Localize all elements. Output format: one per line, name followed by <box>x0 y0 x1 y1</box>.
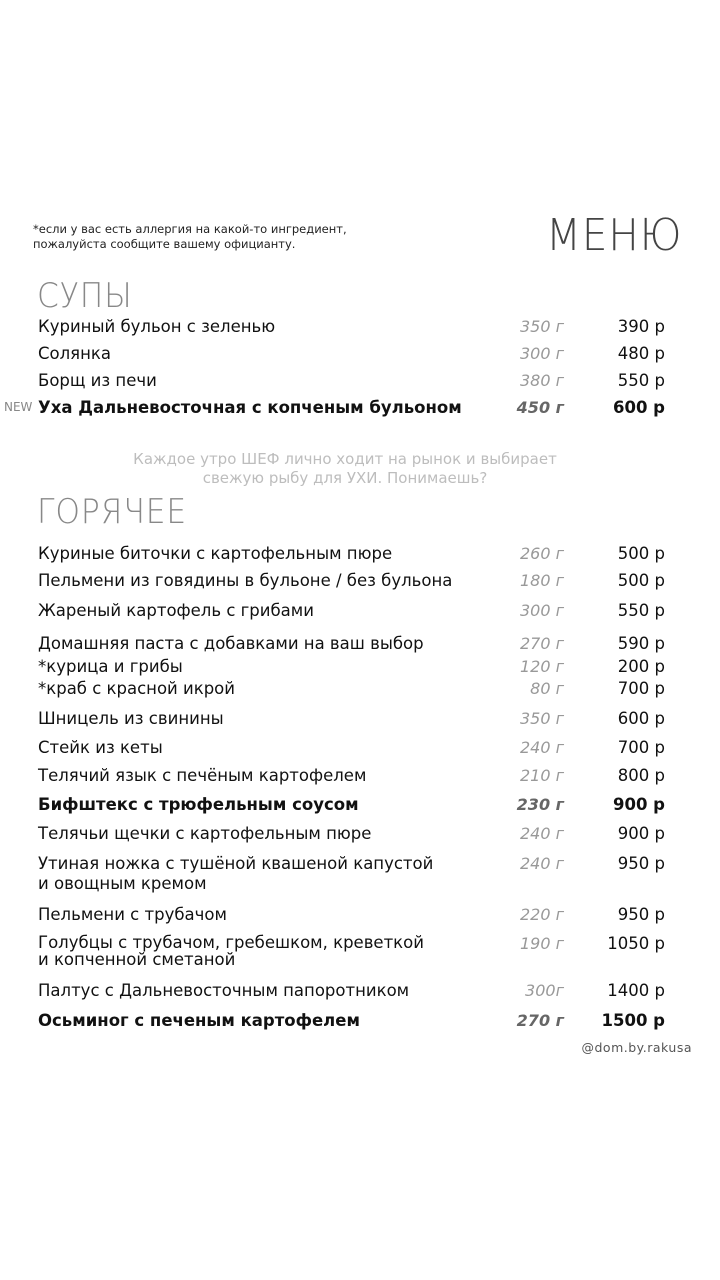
item-price: 950 р <box>617 905 665 924</box>
item-price: 600 р <box>613 398 665 417</box>
item-weight: 210 г <box>519 766 564 785</box>
menu-item <box>0 934 720 974</box>
item-price: 900 р <box>613 795 665 814</box>
item-name: Телячьи щечки с картофельным пюре <box>38 824 372 843</box>
menu-item <box>0 398 720 422</box>
menu-item <box>0 795 720 819</box>
item-price: 1400 р <box>607 981 665 1000</box>
menu-item <box>0 317 720 341</box>
allergy-note <box>33 222 363 252</box>
section-title-hot: ГОРЯЧЕЕ <box>37 492 188 532</box>
item-name: *краб с красной икрой <box>38 679 235 698</box>
menu-item <box>0 371 720 395</box>
item-name: Уха Дальневосточная с копченым бульоном <box>38 398 462 417</box>
item-price: 500 р <box>617 571 665 590</box>
item-weight: 270 г <box>519 634 564 653</box>
item-name: Куриные биточки с картофельным пюре <box>38 544 393 563</box>
item-weight: 300г <box>525 981 564 1000</box>
item-price: 700 р <box>617 679 665 698</box>
item-price: 700 р <box>617 738 665 757</box>
menu-item <box>0 1011 720 1035</box>
item-name: Домашняя паста с добавками на ваш выбор <box>38 634 424 653</box>
menu-item <box>0 679 720 703</box>
item-name-line1: Голубцы с трубачом, гребешком, креветкой <box>38 933 424 952</box>
chef-quote <box>120 450 570 488</box>
menu-item <box>0 571 720 595</box>
item-name: Пельмени с трубачом <box>38 905 227 924</box>
item-name: Шницель из свинины <box>38 709 224 728</box>
item-price: 200 р <box>617 657 665 676</box>
item-weight: 380 г <box>519 371 564 390</box>
item-price: 480 р <box>617 344 665 363</box>
item-weight: 350 г <box>519 709 564 728</box>
item-weight: 240 г <box>519 854 564 873</box>
item-weight: 220 г <box>519 905 564 924</box>
item-name: Осьминог с печеным картофелем <box>38 1011 360 1030</box>
item-price: 800 р <box>617 766 665 785</box>
item-name: Пельмени из говядины в бульоне / без бульона <box>38 571 453 590</box>
item-name: *курица и грибы <box>38 657 183 676</box>
new-badge: NEW <box>4 400 33 414</box>
menu-item <box>0 854 720 898</box>
item-price: 550 р <box>617 371 665 390</box>
item-weight: 300 г <box>519 344 564 363</box>
item-name: Жареный картофель с грибами <box>38 601 314 620</box>
item-price: 1050 р <box>607 934 665 953</box>
item-name: Стейк из кеты <box>38 738 163 757</box>
item-weight: 230 г <box>516 795 564 814</box>
item-weight: 240 г <box>519 738 564 757</box>
menu-item <box>0 905 720 929</box>
item-name: Телячий язык с печёным картофелем <box>38 766 367 785</box>
item-name <box>38 854 433 894</box>
menu-item <box>0 738 720 762</box>
chef-quote-line1: Каждое утро ШЕФ лично ходит на рынок и выбирает <box>133 450 557 468</box>
item-price: 550 р <box>617 601 665 620</box>
item-weight: 450 г <box>516 398 564 417</box>
menu-item <box>0 657 720 681</box>
item-price: 390 р <box>617 317 665 336</box>
item-price: 600 р <box>617 709 665 728</box>
item-name: Солянка <box>38 344 111 363</box>
menu-item <box>0 981 720 1005</box>
item-weight: 80 г <box>530 679 564 698</box>
section-title-soups: СУПЫ <box>37 276 133 316</box>
item-name-line2: и овощным кремом <box>38 874 207 893</box>
instagram-handle: @dom.by.rakusa <box>581 1040 692 1055</box>
item-price: 900 р <box>617 824 665 843</box>
item-weight: 260 г <box>519 544 564 563</box>
menu-item <box>0 601 720 625</box>
menu-item <box>0 634 720 658</box>
item-weight: 300 г <box>519 601 564 620</box>
item-name <box>38 934 424 968</box>
allergy-note-line1: *если у вас есть аллергия на какой-то ингредиент, <box>33 222 347 236</box>
item-name-line1: Утиная ножка с тушёной квашеной капустой <box>38 854 434 873</box>
item-weight: 120 г <box>519 657 564 676</box>
item-weight: 240 г <box>519 824 564 843</box>
menu-item <box>0 766 720 790</box>
item-weight: 350 г <box>519 317 564 336</box>
menu-item <box>0 344 720 368</box>
menu-item <box>0 544 720 568</box>
item-name: Борщ из печи <box>38 371 157 390</box>
item-price: 950 р <box>617 854 665 873</box>
item-name-line2: и копченной сметаной <box>38 950 236 969</box>
item-price: 1500 р <box>601 1011 665 1030</box>
item-name: Куриный бульон с зеленью <box>38 317 276 336</box>
item-name: Бифштекс с трюфельным соусом <box>38 795 359 814</box>
menu-title: МЕНЮ <box>546 210 683 261</box>
menu-item <box>0 824 720 848</box>
item-price: 500 р <box>617 544 665 563</box>
item-name: Палтус с Дальневосточным папоротником <box>38 981 410 1000</box>
item-price: 590 р <box>617 634 665 653</box>
item-weight: 270 г <box>516 1011 564 1030</box>
menu-item <box>0 709 720 733</box>
allergy-note-line2: пожалуйста сообщите вашему официанту. <box>33 237 296 251</box>
item-weight: 190 г <box>519 934 564 953</box>
item-weight: 180 г <box>519 571 564 590</box>
chef-quote-line2: свежую рыбу для УХИ. Понимаешь? <box>202 469 488 487</box>
